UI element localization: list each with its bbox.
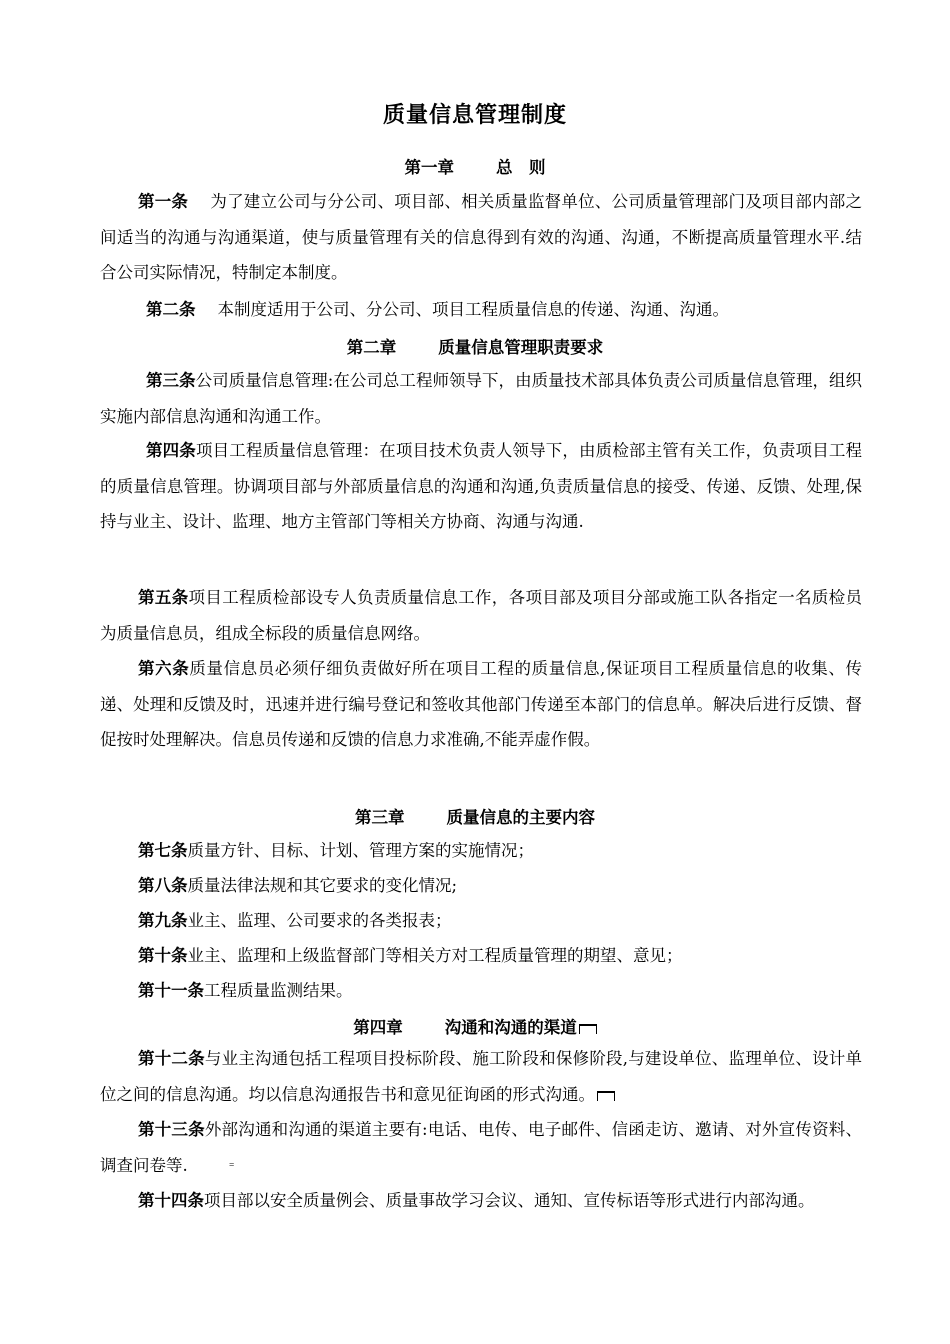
chapter-heading-1 [0, 154, 950, 178]
chapter-heading-2 [0, 334, 950, 358]
article-12 [100, 1041, 862, 1112]
article-1 [100, 184, 862, 291]
chapter-number: 第二章 [346, 338, 397, 357]
article-text: 质量方针、目标、计划、管理方案的实施情况； [187, 841, 534, 860]
article-2 [100, 292, 862, 328]
article-5 [100, 580, 862, 651]
article-label: 第九条 [138, 911, 188, 930]
chapter-number: 第一章 [404, 158, 454, 177]
article-label: 第三条 [146, 371, 196, 390]
chapter-name: 质量信息的主要内容 [446, 808, 595, 827]
article-text: 公司质量信息管理:在公司总工程师领导下，由质量技术部具体负责公司质量信息管理，组织实施内部信息沟通和沟通工作。 [100, 371, 863, 426]
chapter-number: 第三章 [355, 808, 405, 827]
article-label: 第十四条 [138, 1191, 204, 1210]
article-label: 第一条 [138, 192, 189, 211]
article-4 [100, 433, 862, 540]
article-text: 为了建立公司与分公司、项目部、相关质量监督单位、公司质量管理部门及项目部内部之间适当的沟通与沟通渠道，使与质量管理有关的信息得到有效的沟通、沟通，不断提高质量管理水平.结合公司实际情况，特制定本制度。 [100, 192, 863, 282]
article-text: 项目工程质量信息管理：在项目技术负责人领导下，由质检部主管有关工作，负责项目工程的质量信息管理。协调项目部与外部质量信息的沟通和沟通,负责质量信息的接受、传递、反馈、处理,保持与业主、设计、监理、地方主管部门等相关方协商、沟通与沟通. [100, 441, 863, 531]
article-label: 第十三条 [138, 1120, 205, 1139]
paragraph-mark-icon [579, 1024, 597, 1034]
chapter-name: 质量信息管理职责要求 [438, 338, 604, 357]
article-13 [100, 1112, 862, 1184]
article-text: 项目部以安全质量例会、质量事故学习会议、通知、宣传标语等形式进行内部沟通。 [204, 1191, 815, 1210]
article-14 [100, 1183, 862, 1219]
article-6 [100, 651, 862, 758]
chapter-heading-4 [0, 1014, 950, 1038]
article-text: 业主、监理、公司要求的各类报表； [187, 911, 452, 930]
document-title: 质量信息管理制度 [382, 103, 567, 128]
article-text: 质量法律法规和其它要求的变化情况; [187, 876, 458, 895]
article-label: 第十条 [138, 946, 188, 965]
article-text: 工程质量监测结果。 [204, 981, 353, 1000]
chapter-number: 第四章 [353, 1018, 403, 1037]
article-label: 第十一条 [138, 981, 204, 1000]
line-break-mark-icon: ⁼ [228, 1159, 235, 1173]
article-text: 外部沟通和沟通的渠道主要有:电话、电传、电子邮件、信函走访、邀请、对外宣传资料、调查问卷等. [100, 1120, 863, 1175]
article-label: 第八条 [138, 876, 188, 895]
paragraph-mark-icon [597, 1091, 615, 1101]
article-label: 第十二条 [138, 1049, 205, 1068]
article-label: 第五条 [138, 588, 189, 607]
article-text: 业主、监理和上级监督部门等相关方对工程质量管理的期望、意见； [187, 946, 683, 965]
article-9 [100, 903, 862, 939]
article-text: 项目工程质检部设专人负责质量信息工作，各项目部及项目分部或施工队各指定一名质检员为质量信息员，组成全标段的质量信息网络。 [100, 588, 863, 643]
chapter-name: 沟通和沟通的渠道 [444, 1018, 577, 1037]
article-label: 第七条 [138, 841, 188, 860]
article-3 [100, 363, 862, 434]
article-text: 本制度适用于公司、分公司、项目工程质量信息的传递、沟通、沟通。 [217, 300, 729, 319]
article-7 [100, 833, 862, 869]
chapter-name: 总 则 [496, 158, 546, 177]
article-text: 与业主沟通包括工程项目投标阶段、施工阶段和保修阶段,与建设单位、监理单位、设计单位之间的信息沟通。均以信息沟通报告书和意见征询函的形式沟通。 [100, 1049, 863, 1104]
article-8 [100, 868, 862, 904]
article-text: 质量信息员必须仔细负责做好所在项目工程的质量信息,保证项目工程质量信息的收集、传递、处理和反馈及时，迅速并进行编号登记和签收其他部门传递至本部门的信息单。解决后进行反馈、督促按时处理解决。信息员传递和反馈的信息力求准确,不能弄虚作假。 [100, 659, 862, 749]
article-label: 第二条 [146, 300, 196, 319]
article-label: 第六条 [138, 659, 190, 678]
chapter-heading-3 [0, 804, 950, 828]
article-label: 第四条 [146, 441, 196, 460]
article-10 [100, 938, 862, 974]
article-11 [100, 973, 862, 1009]
